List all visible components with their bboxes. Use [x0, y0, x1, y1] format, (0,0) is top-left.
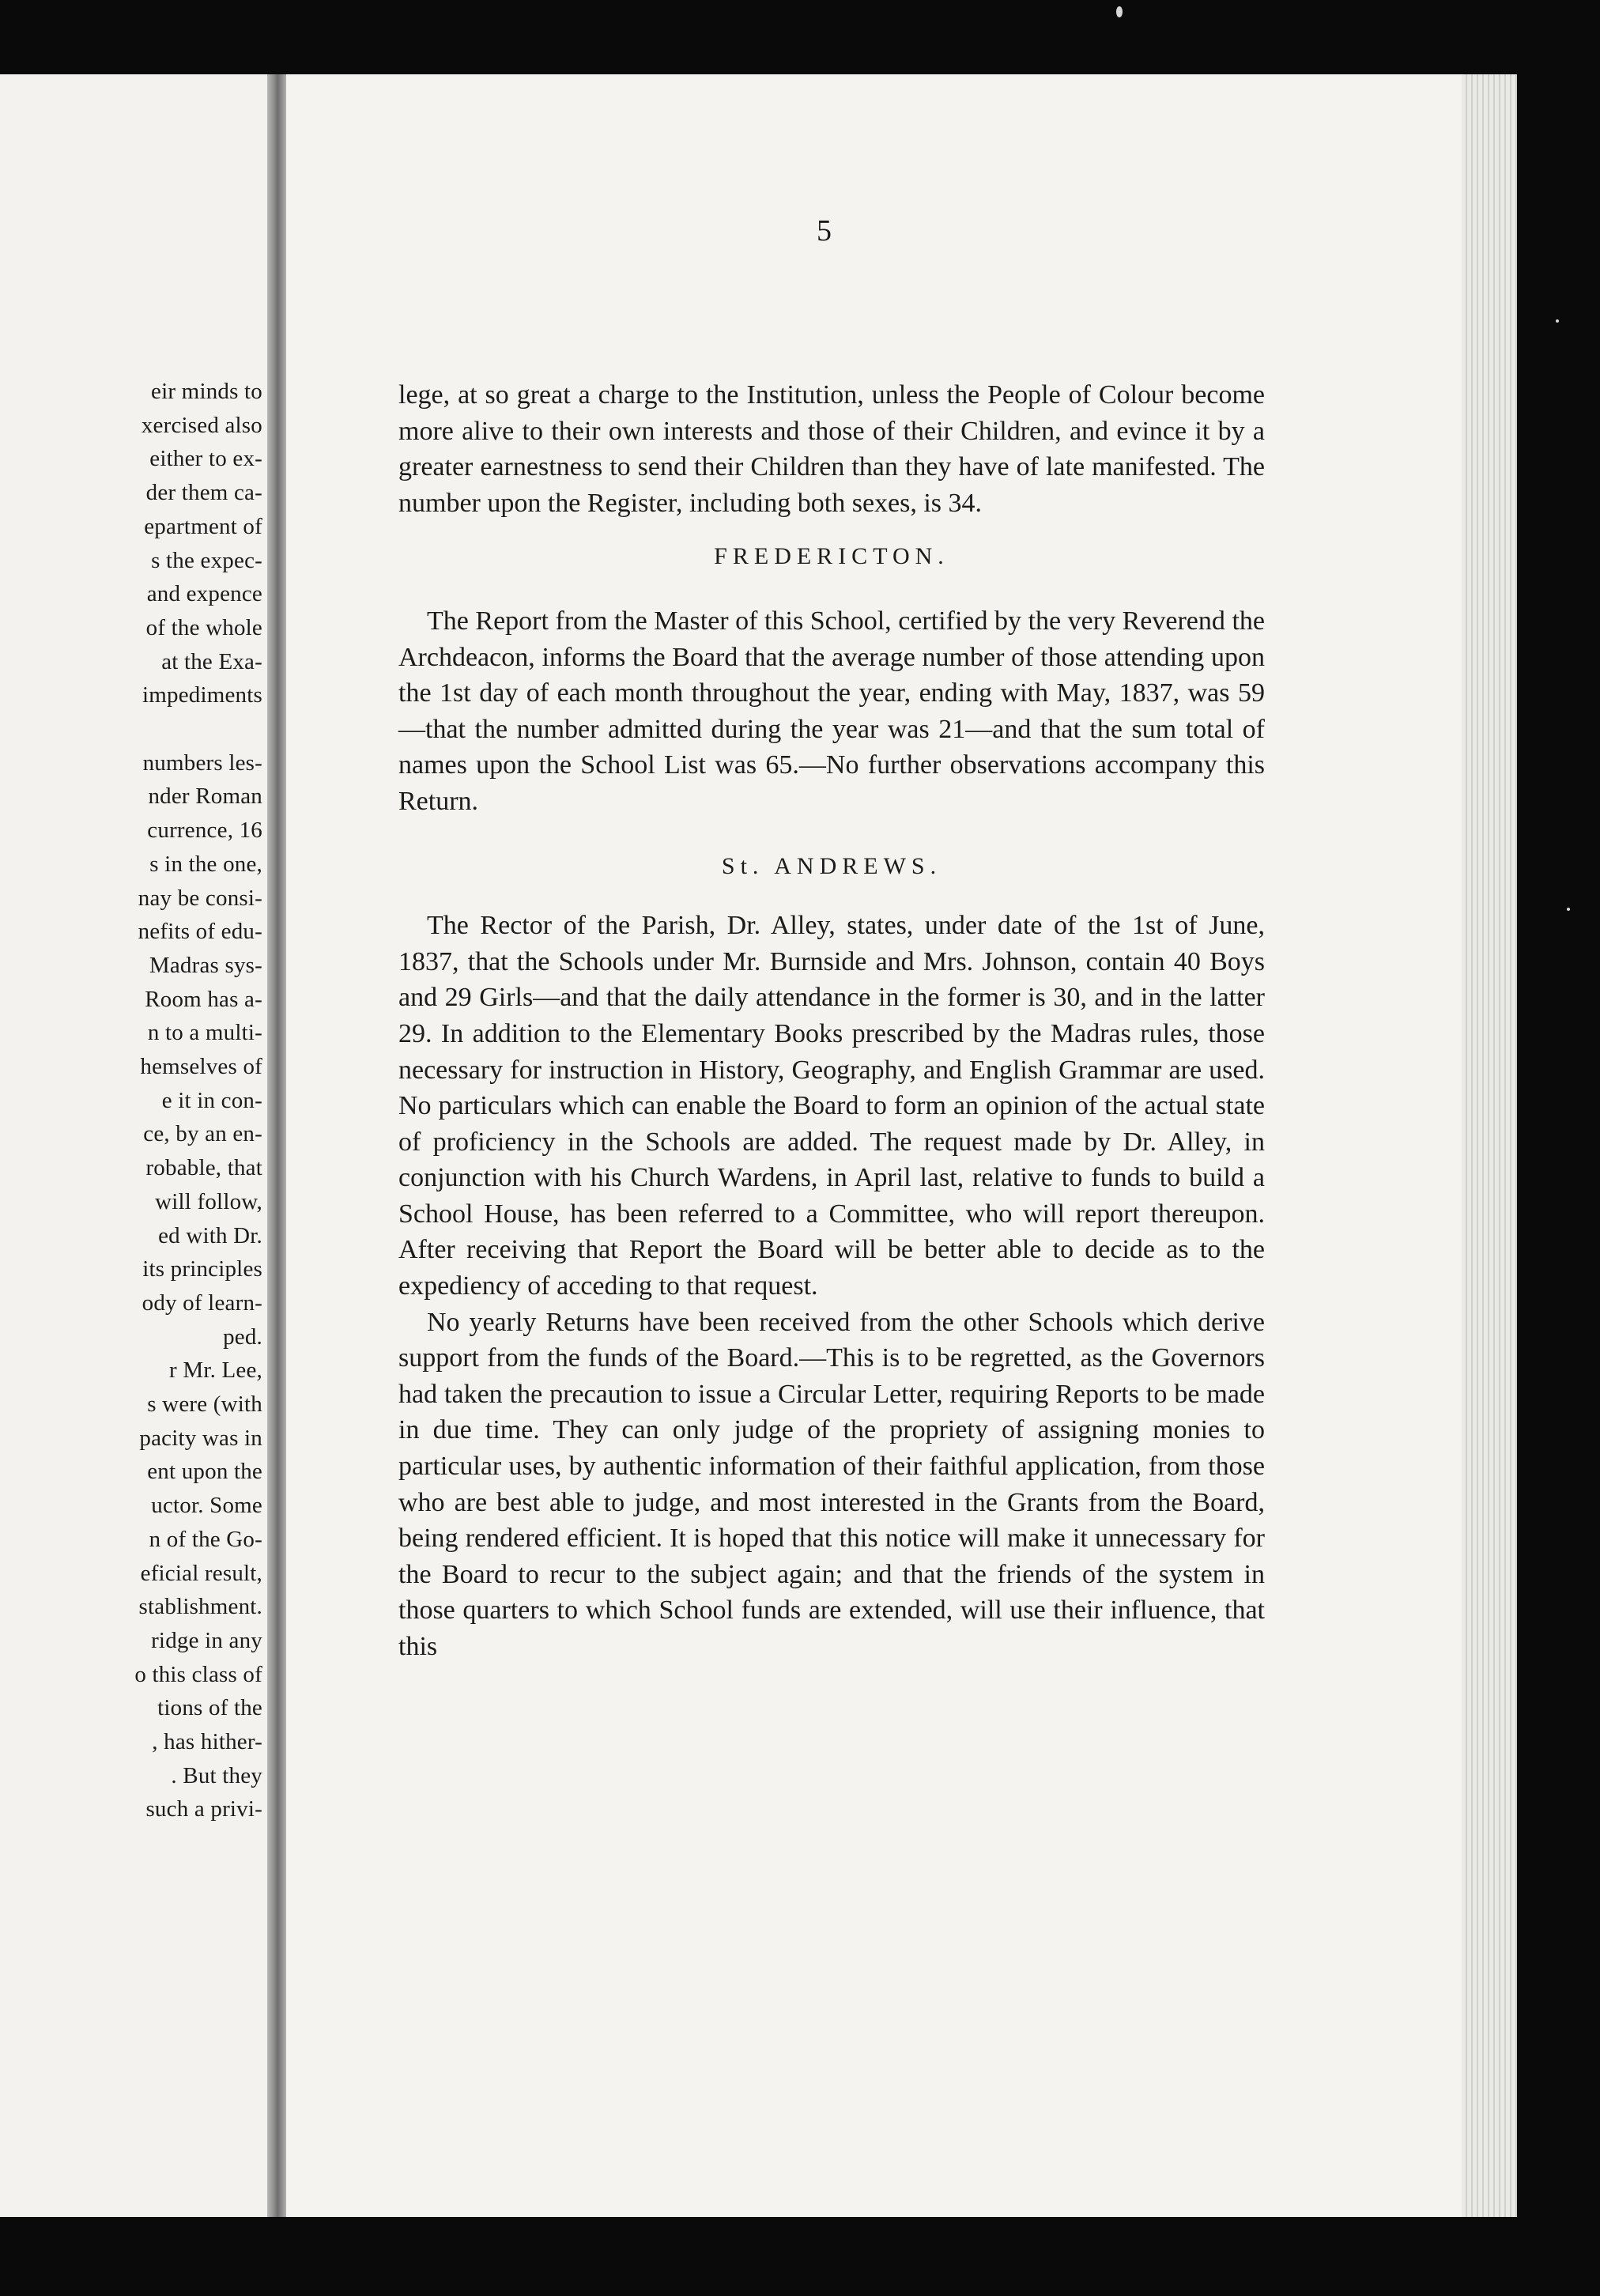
left-page-line: ed with Dr.: [158, 1222, 262, 1248]
left-page-line: ped.: [223, 1324, 262, 1350]
left-page-line: . But they: [171, 1762, 262, 1788]
left-page-line: epartment of: [144, 513, 262, 539]
left-page-line: robable, that: [145, 1155, 262, 1181]
left-page-line: n of the Go-: [149, 1526, 262, 1552]
left-page-line: such a privi-: [145, 1796, 262, 1822]
left-page-line: xercised also: [141, 412, 262, 438]
left-page-line: eir minds to: [151, 379, 262, 404]
page-edges: [1462, 74, 1517, 2217]
left-page-line: its principles: [142, 1256, 262, 1282]
left-page-line: pacity was in: [139, 1425, 262, 1451]
left-page-line: o this class of: [134, 1661, 262, 1687]
left-page-line: Room has a-: [145, 986, 262, 1012]
left-page-line: n to a multi-: [147, 1020, 262, 1046]
left-page-line: nay be consi-: [138, 885, 262, 911]
scan-speck: [1556, 319, 1559, 323]
left-page-line: s in the one,: [149, 851, 262, 877]
fredericton-heading: FREDERICTON.: [714, 543, 949, 570]
continuation-paragraph: lege, at so great a charge to the Institution, unless the People of Colour become more alive to their own interests and those of their Children, and evince it by a greater earnestness to send their Children than they have of late manifested. The number upon the Register, including both sexes, is 34.: [398, 380, 1265, 518]
left-page-line: either to ex-: [149, 446, 262, 472]
left-page-line: of the whole: [145, 614, 262, 640]
left-page-line: numbers les-: [142, 750, 262, 776]
left-page-line: currence, 16: [147, 818, 262, 844]
left-page-line: eficial result,: [140, 1560, 262, 1586]
left-page-line: nder Roman: [148, 784, 262, 810]
left-page-line: der them ca-: [145, 480, 262, 506]
left-page-line: will follow,: [155, 1188, 262, 1214]
scan-speck: [1116, 6, 1123, 17]
left-page: [0, 74, 267, 2217]
left-page-line: ce, by an en-: [143, 1121, 262, 1147]
st-andrews-heading: St. ANDREWS.: [721, 852, 942, 879]
left-page-line: r Mr. Lee,: [169, 1358, 262, 1384]
left-page-line: s the expec-: [151, 547, 262, 573]
left-page-line: nefits of edu-: [138, 919, 262, 945]
left-page-line: uctor. Some: [151, 1493, 262, 1519]
left-page-line: and expence: [146, 581, 262, 607]
st-andrews-paragraph: The Rector of the Parish, Dr. Alley, states, under date of the 1st of June, 1837, that the Schools under Mr. Burnside and Mrs. Johnson, contain 40 Boys and 29 Girls—and that the daily attendance in the former is 30, and in the latter 29. In addition to the Elementary Books prescribed by the Madras rules, those necessary for instruction in History, Geography, and English Grammar are used. No particulars which can enable the Board to form an opinion of the actual state of proficiency in the Schools are added. The request made by Dr. Alley, in conjunction with his Church Wardens, in April last, relative to funds to build a School House, has been referred to a Committee, who will report thereupon. After receiving that Report the Board will be better able to decide as to the expediency of acceding to that request.: [398, 911, 1265, 1301]
left-page-line: ridge in any: [151, 1627, 262, 1653]
scan-speck: [1567, 908, 1570, 911]
left-page-line: ent upon the: [147, 1459, 262, 1485]
page-text: [398, 377, 1265, 1665]
page-number: 5: [817, 214, 832, 247]
left-page-line: , has hither-: [152, 1729, 262, 1754]
book-gutter: [267, 74, 286, 2217]
left-page-line: ody of learn-: [142, 1290, 262, 1316]
left-page-line: at the Exa-: [161, 648, 262, 674]
left-page-line: s were (with: [147, 1392, 262, 1417]
left-page-line: hemselves of: [140, 1054, 262, 1079]
left-page-line: impediments: [142, 682, 262, 708]
left-page-line: e it in con-: [161, 1087, 262, 1113]
left-page-line: Madras sys-: [149, 952, 262, 978]
no-returns-paragraph: No yearly Returns have been received from the other Schools which derive support from the funds of the Board.—This is to be regretted, as the Governors had taken the precaution to issue a Circular Letter, requiring Reports to be made in due time. They can only judge of the propriety of assigning monies to particular uses, by authentic information of their faithful application, from those who are best able to judge, and most interested in the Grants from the Board, being rendered efficient. It is hoped that this notice will make it unnecessary for the Board to recur to the subject again; and that the friends of the system in those quarters to which School funds are extended, will use their influence, that this: [398, 1307, 1265, 1661]
left-page-line: tions of the: [157, 1695, 262, 1721]
fredericton-paragraph: The Report from the Master of this School, certified by the very Reverend the Archdeacon, informs the Board that the average number of those attending upon the 1st day of each month throughout the year, ending with May, 1837, was 59—that the number admitted during the year was 21—and that the sum total of names upon the School List was 65.—No further observations accompany this Return.: [398, 606, 1265, 816]
left-page-line: stablishment.: [138, 1594, 262, 1620]
